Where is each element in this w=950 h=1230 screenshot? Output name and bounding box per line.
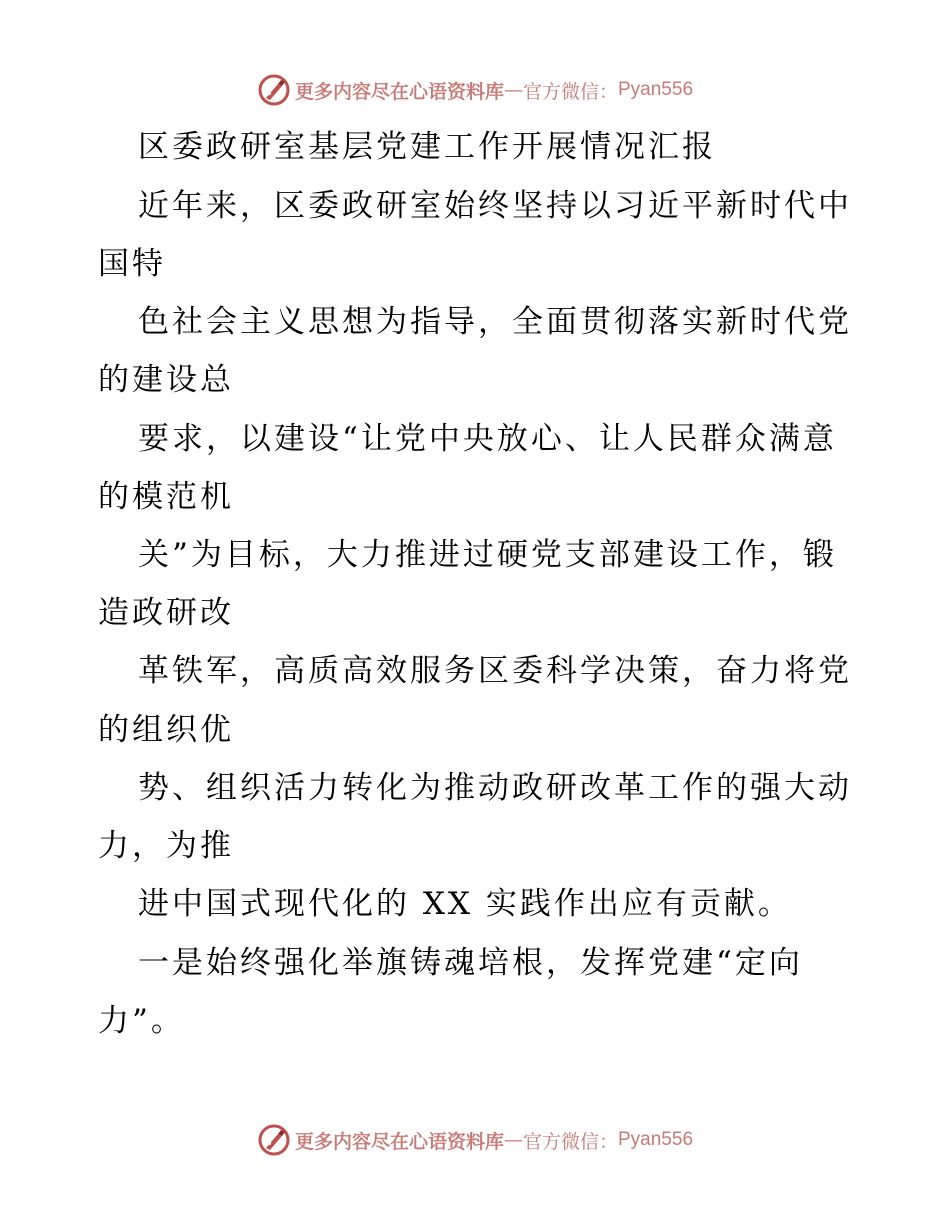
document-line: 进中国式现代化的 XX 实践作出应有贡献。 (138, 886, 792, 922)
footer-separator: — (503, 1129, 523, 1151)
document-title: 区委政研室基层党建工作开展情况汇报 (138, 129, 716, 165)
header-separator: — (503, 79, 523, 101)
document-line: 色社会主义思想为指导，全面贯彻落实新时代党 (138, 304, 852, 340)
document-line: 一是始终强化举旗铸魂培根，发挥党建“定向 (138, 945, 803, 981)
footer-wechat-label: 官方微信： (522, 1130, 618, 1153)
document-line: 近年来，区委政研室始终坚持以习近平新时代中 (138, 188, 852, 224)
document-line: 要求，以建设“让党中央放心、让人民群众满意 (138, 421, 837, 457)
document-line: 关”为目标，大力推进过硬党支部建设工作，锻 (138, 537, 837, 573)
document-line: 造政研改 (98, 595, 234, 631)
document-line: 革铁军，高质高效服务区委科学决策，奋力将党 (138, 653, 852, 689)
footer-site-text: 更多内容尽在心语资料库 (294, 1130, 504, 1153)
document-line: 力”。 (98, 1003, 185, 1039)
pen-logo-icon (257, 1123, 291, 1157)
document-line: 势、组织活力转化为推动政研改革工作的强大动 (138, 770, 852, 806)
header-site-text: 更多内容尽在心语资料库 (294, 80, 504, 103)
footer-banner (0, 1120, 950, 1160)
document-line: 的组织优 (98, 712, 234, 748)
document-line: 国特 (98, 246, 166, 282)
footer-wechat-id: Pyan556 (618, 1129, 694, 1150)
document-line: 力，为推 (98, 828, 234, 864)
document-line: 的模范机 (98, 479, 234, 515)
document-line: 的建设总 (98, 362, 234, 398)
header-wechat-id: Pyan556 (618, 79, 694, 100)
header-wechat-label: 官方微信： (522, 80, 618, 103)
